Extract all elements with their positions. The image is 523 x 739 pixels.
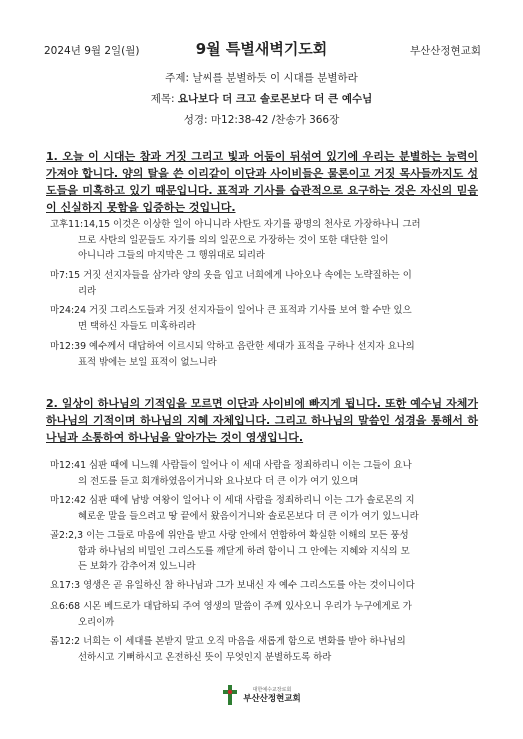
verse-line: 고후11:14,15 이것은 이상한 일이 아니니라 사탄도 자기를 광명의 천사로 가장하나니 그러: [50, 219, 421, 230]
verse-continuation: 므로 사탄의 일꾼들도 자기를 의의 일꾼으로 가장하는 것이 또한 대단한 일이: [78, 234, 389, 246]
verse-continuation: 의 전도를 듣고 회개하였음이거니와 요나보다 더 큰 이가 여기 있으며: [78, 475, 359, 487]
cross-icon: [222, 684, 238, 706]
section2-heading: 2. 일상이 하나님의 기적임을 모르면 이단과 사이비에 빠지게 됩니다. 또한 예수님 자체가 하나님의 기적이며 하나님의 지혜 자체입니다. 그리고 하나님의 말씀인 성경을 통해서 하나님과 소통하여 하나님을 알아가는 것이 영생입니다.: [46, 397, 478, 444]
verse-continuation: 혜로운 말을 들으려고 땅 끝에서 왔음이거니와 솔로몬보다 더 큰 이가 여기 있느니라: [78, 510, 419, 522]
verse-block: [50, 217, 476, 264]
verse-continuation: 면 택하신 자들도 미혹하리라: [78, 320, 196, 332]
page-title: 9월 특별새벽기도회: [195, 40, 328, 58]
subject-text: 요나보다 더 크고 솔로몬보다 더 큰 예수님: [177, 93, 373, 105]
logo-text: [243, 686, 300, 704]
sermon-theme: 주제: 날씨를 분별하듯 이 시대를 분별하라: [165, 72, 358, 84]
verse-line: 마12:39 예수께서 대답하여 이르시되 악하고 음란한 세대가 표적을 구하나 선지자 요나의: [50, 341, 415, 352]
verse-continuation: 선하시고 기뻐하시고 온전하신 뜻이 무엇인지 분별하도록 하라: [78, 651, 332, 663]
church-logo: [0, 684, 523, 710]
verse-line: 요6:68 시몬 베드로가 대답하되 주여 영생의 말씀이 주께 있사오니 우리가 누구에게로 가: [50, 601, 412, 612]
verse-line: 마12:41 심판 때에 니느웨 사람들이 일어나 이 세대 사람을 정죄하리니 이는 그들이 요나: [50, 460, 412, 471]
verse-continuation: 표적 밖에는 보일 표적이 없느니라: [78, 356, 217, 368]
sermon-subject: [0, 91, 523, 106]
verse-block: [50, 599, 476, 630]
verse-line: 마24:24 거짓 그리스도들과 거짓 선지자들이 일어나 큰 표적과 기사를 보여 할 수만 있으: [50, 305, 412, 316]
verse-line: 롬12:2 너희는 이 세대를 본받지 말고 오직 마음을 새롭게 함으로 변화를 받아 하나님의: [50, 636, 406, 647]
verse-block: [50, 634, 476, 665]
verse-block: [50, 528, 476, 575]
verse-line: 골2:2,3 이는 그들로 마음에 위안을 받고 사랑 안에서 연합하여 확실한 이해의 모든 풍성: [50, 530, 409, 541]
verse-block: [50, 458, 476, 489]
verse-block: [50, 268, 476, 299]
verse-block: [50, 339, 476, 370]
verse-block: [50, 303, 476, 334]
logo-denomination: 대한예수교장로회: [252, 687, 292, 693]
scripture-reference: 성경: 마12:38-42 /찬송가 366장: [183, 114, 340, 126]
verse-block: [50, 578, 476, 594]
church-name: 부산산정현교회: [409, 45, 481, 57]
verse-line: 마7:15 거짓 선지자들을 삼가라 양의 옷을 입고 너희에게 나아오나 속에는 노략질하는 이: [50, 270, 412, 281]
service-date: 2024년 9월 2일(월): [44, 45, 140, 57]
logo-church-name: 부산산정현교회: [243, 694, 301, 704]
verse-continuation: 오리이까: [78, 616, 115, 628]
verse-continuation: 아니니라 그들의 마지막은 그 행위대로 되리라: [78, 250, 265, 261]
verse-line: 마12:42 심판 때에 남방 여왕이 일어나 이 세대 사람을 정죄하리니 이는 그가 솔로몬의 지: [50, 495, 415, 506]
section1-heading: 1. 오늘 이 시대는 참과 거짓 그리고 빛과 어둠이 뒤섞여 있기에 우리는 분별하는 능력이 가져야 합니다. 양의 탈을 쓴 이리같이 이단과 사이비들은 물론이고 거짓 목사들까지도 성도들을 미혹하고 있기 때문입니다. 표적과 기사를 습관적으로 요구하는 것은 자신의 믿음이 신실하지 못함을 입증하는 것입니다.: [46, 150, 478, 214]
verse-continuation: 든 보화가 감추어져 있느니라: [78, 561, 196, 572]
verse-line: 요17:3 영생은 곧 유일하신 참 하나님과 그가 보내신 자 예수 그리스도를 아는 것이니이다: [50, 580, 415, 591]
verse-continuation: 함과 하나님의 비밀인 그리스도를 깨닫게 하려 함이니 그 안에는 지혜와 지식의 모: [78, 545, 410, 557]
verse-block: [50, 493, 476, 524]
verse-continuation: 리라: [78, 285, 97, 297]
subject-prefix: 제목:: [150, 93, 178, 105]
